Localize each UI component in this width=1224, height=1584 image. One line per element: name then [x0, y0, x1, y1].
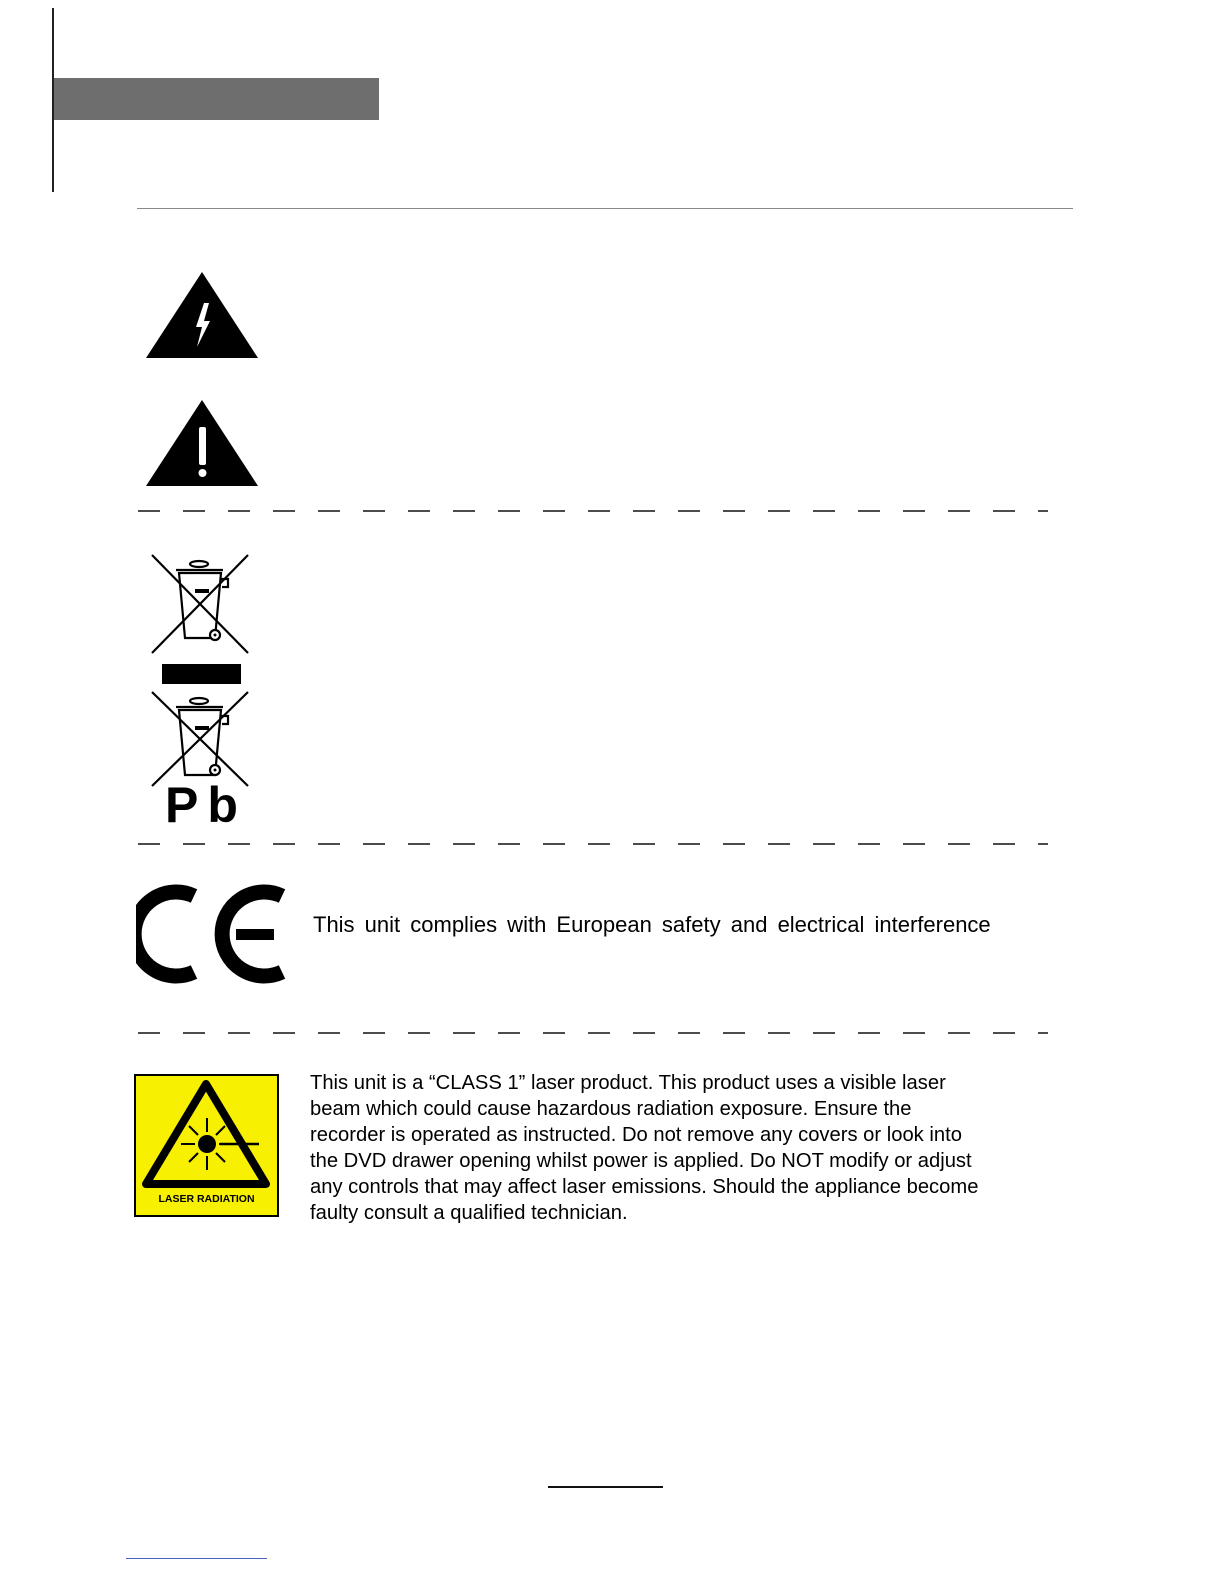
laser-radiation-icon — [134, 1074, 279, 1217]
laser-text-line: any controls that may affect laser emissions. Should the appliance become — [310, 1176, 979, 1198]
dashed-separator — [138, 843, 1048, 845]
top-divider — [137, 208, 1073, 209]
footer-link-underline — [126, 1558, 267, 1559]
ce-mark-icon — [136, 878, 292, 990]
crossed-bin-icon — [150, 553, 250, 655]
dashed-separator — [138, 510, 1048, 512]
laser-text-line: recorder is operated as instructed. Do not remove any covers or look into — [310, 1124, 962, 1146]
laser-text-line: the DVD drawer opening whilst power is applied. Do NOT modify or adjust — [310, 1150, 972, 1172]
header-bar — [54, 78, 379, 120]
separator-bar — [162, 664, 241, 684]
laser-text-line: faulty consult a qualified technician. — [310, 1202, 628, 1224]
laser-sign-label: LASER RADIATION — [158, 1193, 255, 1205]
ce-compliance-text: This unit complies with European safety and electrical interference — [313, 912, 991, 937]
exclamation-warning-icon — [144, 399, 260, 489]
laser-warning-text — [310, 1070, 1070, 1226]
lightning-warning-icon — [144, 271, 260, 361]
footer-rule — [548, 1486, 663, 1488]
laser-text-line: beam which could cause hazardous radiation exposure. Ensure the — [310, 1098, 912, 1120]
laser-text-line: This unit is a “CLASS 1” laser product. This product uses a visible laser — [310, 1072, 946, 1094]
dashed-separator — [138, 1032, 1048, 1034]
crossed-bin-pb-icon — [150, 690, 250, 788]
pb-label: Pb — [165, 777, 247, 833]
